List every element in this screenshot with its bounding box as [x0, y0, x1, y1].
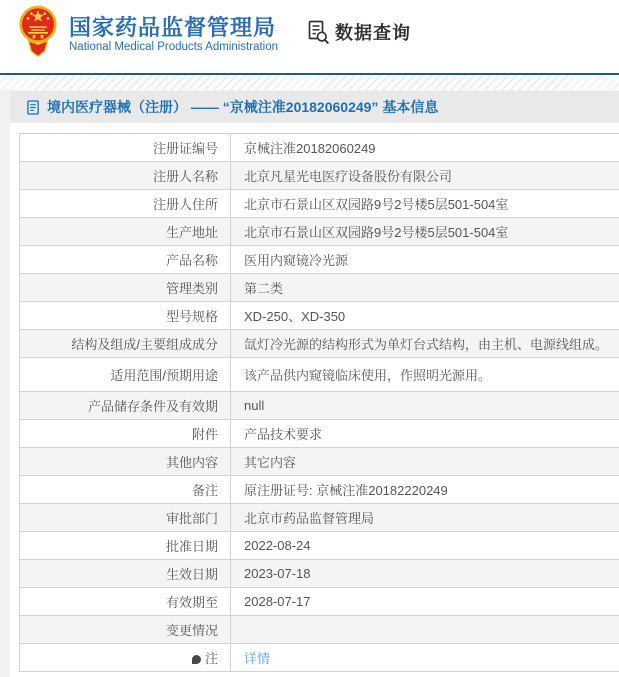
row-value — [231, 448, 619, 476]
row-label-text: 注册人住所 — [152, 197, 218, 212]
row-value — [231, 588, 619, 616]
row-value-text: 第二类 — [244, 281, 284, 296]
national-emblem-logo — [18, 4, 58, 62]
details-link[interactable]: 详情 — [244, 651, 271, 666]
row-value-text: 北京市石景山区双园路9号2号楼5层501-504室 — [244, 197, 509, 212]
row-label-text: 产品储存条件及有效期 — [87, 399, 218, 414]
row-value-text: 2028-07-17 — [244, 594, 311, 609]
row-value — [231, 246, 619, 274]
row-label — [20, 476, 231, 504]
table-row — [20, 392, 619, 420]
row-value-text: 该产品供内窥镜临床使用，作照明光源用。 — [244, 368, 492, 383]
row-value — [231, 190, 619, 218]
row-label — [20, 644, 231, 672]
row-value — [231, 532, 619, 560]
row-label-text: 批准日期 — [165, 539, 218, 554]
row-value — [231, 392, 619, 420]
row-label — [20, 532, 231, 560]
row-label — [20, 392, 231, 420]
org-name-english: National Medical Products Administration — [69, 41, 279, 53]
table-row — [20, 218, 619, 246]
row-value — [231, 134, 619, 162]
row-label — [20, 358, 231, 392]
table-row — [20, 330, 619, 358]
registration-info-table — [19, 133, 619, 672]
row-label-text: 备注 — [191, 483, 218, 498]
row-label-text: 结构及组成/主要组成成分 — [71, 337, 218, 352]
row-label-text: 变更情况 — [165, 623, 218, 638]
row-label-text: 注册人名称 — [152, 169, 218, 184]
row-label — [20, 162, 231, 190]
row-label — [20, 134, 231, 162]
row-value-text: 产品技术要求 — [244, 427, 323, 442]
row-value-text: 其它内容 — [244, 455, 297, 470]
document-search-icon — [305, 19, 331, 45]
table-row — [20, 302, 619, 330]
table-row — [20, 246, 619, 274]
row-label — [20, 274, 231, 302]
table-row — [20, 532, 619, 560]
row-value-text: null — [244, 398, 265, 413]
section-title-bar — [10, 90, 619, 123]
row-value — [231, 420, 619, 448]
row-value-text: 氙灯冷光源的结构形式为单灯台式结构，由主机、电源线组成。 — [244, 337, 609, 352]
table-row — [20, 274, 619, 302]
row-label — [20, 302, 231, 330]
table-row — [20, 162, 619, 190]
row-label — [20, 560, 231, 588]
table-row — [20, 476, 619, 504]
table-row — [20, 448, 619, 476]
hatch-strip — [0, 75, 619, 90]
note-icon — [192, 655, 201, 664]
row-value — [231, 358, 619, 392]
table-row — [20, 358, 619, 392]
row-value — [231, 330, 619, 358]
row-value-text: 北京市石景山区双园路9号2号楼5层501-504室 — [244, 225, 509, 240]
row-label-text: 型号规格 — [165, 309, 218, 324]
table-row — [20, 190, 619, 218]
document-icon — [27, 100, 40, 115]
table-row — [20, 504, 619, 532]
row-label-text: 产品名称 — [165, 253, 218, 268]
row-label-text: 生产地址 — [165, 225, 218, 240]
row-label — [20, 448, 231, 476]
row-label-text: 生效日期 — [165, 567, 218, 582]
row-label-text: 适用范围/预期用途 — [110, 368, 218, 383]
row-value — [231, 616, 619, 644]
content-panel — [10, 90, 619, 677]
table-row — [20, 134, 619, 162]
row-label-text: 注 — [204, 651, 218, 666]
org-name-chinese: 国家药品监督管理局 — [69, 15, 277, 40]
row-label-text: 审批部门 — [165, 511, 218, 526]
row-label — [20, 420, 231, 448]
row-value-text: 原注册证号: 京械注准20182220249 — [244, 483, 448, 498]
row-value — [231, 218, 619, 246]
row-value-text: 北京市药品监督管理局 — [244, 511, 375, 526]
row-label-text: 管理类别 — [165, 281, 218, 296]
row-value-text: 京械注准20182060249 — [244, 141, 376, 156]
table-row — [20, 588, 619, 616]
row-value — [231, 162, 619, 190]
row-label — [20, 616, 231, 644]
row-label-text: 注册证编号 — [152, 141, 218, 156]
page-title: 境内医疗器械（注册） —— “京械注准20182060249” 基本信息 — [47, 99, 439, 115]
table-row — [20, 560, 619, 588]
row-label — [20, 190, 231, 218]
row-value-text: 医用内窥镜冷光源 — [244, 253, 349, 268]
table-row — [20, 420, 619, 448]
data-query-nav[interactable] — [305, 19, 411, 45]
data-query-label: 数据查询 — [335, 23, 411, 43]
row-label — [20, 218, 231, 246]
row-value — [231, 274, 619, 302]
row-value — [231, 504, 619, 532]
row-value-text: XD-250、XD-350 — [244, 309, 346, 324]
site-header — [0, 0, 619, 73]
row-value-text: 2022-08-24 — [244, 538, 311, 553]
row-label — [20, 246, 231, 274]
row-label-text: 有效期至 — [165, 595, 218, 610]
row-value — [231, 476, 619, 504]
row-label — [20, 330, 231, 358]
row-value — [231, 560, 619, 588]
row-value — [231, 302, 619, 330]
row-value-text: 北京凡星光电医疗设备股份有限公司 — [244, 169, 453, 184]
row-value — [231, 644, 619, 672]
row-label — [20, 504, 231, 532]
row-label — [20, 588, 231, 616]
table-row — [20, 644, 619, 672]
row-value-text: 2023-07-18 — [244, 566, 311, 581]
left-margin-strip — [0, 90, 10, 677]
row-label-text: 其他内容 — [165, 455, 218, 470]
row-label-text: 附件 — [191, 427, 218, 442]
table-row — [20, 616, 619, 644]
